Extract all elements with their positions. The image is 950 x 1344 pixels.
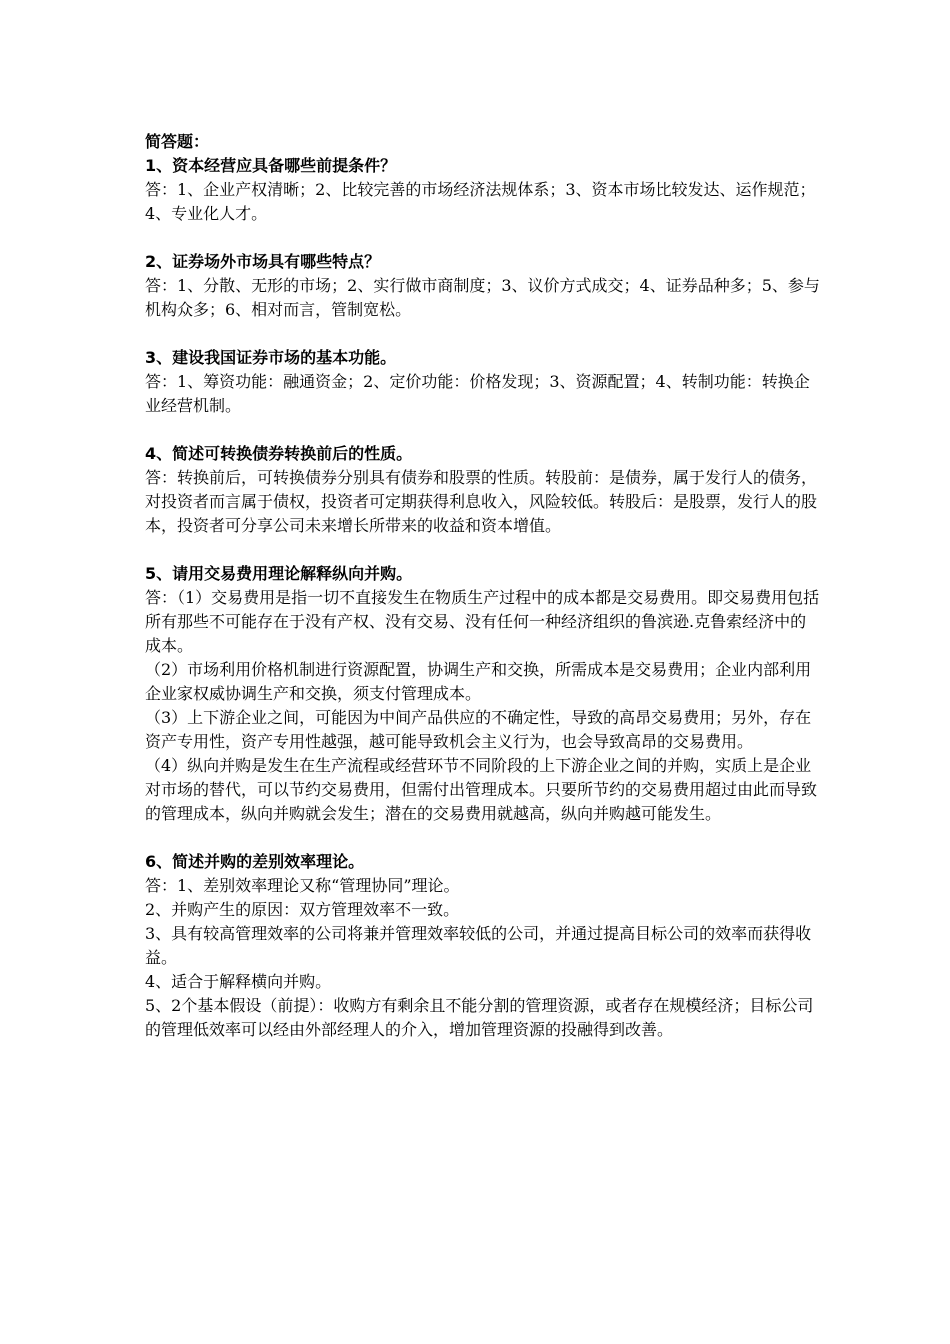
answer-5-para-3: （3）上下游企业之间，可能因为中间产品供应的不确定性，导致的高昂交易费用；另外，存在资产专用性，资产专用性越强，越可能导致机会主义行为，也会导致高昂的交易费用。 bbox=[145, 708, 812, 751]
answer-6-para-2: 2、并购产生的原因：双方管理效率不一致。 bbox=[145, 900, 460, 919]
answer-2-para-1: 答：1、分散、无形的市场；2、实行做市商制度；3、议价方式成交；4、证券品种多；5、参与机构众多；6、相对而言，管制宽松。 bbox=[145, 276, 820, 319]
qa-block-4 bbox=[145, 442, 820, 538]
qa-block-1 bbox=[145, 154, 820, 226]
answer-1-para-1: 答：1、企业产权清晰；2、比较完善的市场经济法规体系；3、资本市场比较发达、运作规范；4、专业化人才。 bbox=[145, 180, 816, 223]
answer-5-para-4: （4）纵向并购是发生在生产流程或经营环节不同阶段的上下游企业之间的并购，实质上是企业对市场的替代，可以节约交易费用，但需付出管理成本。只要所节约的交易费用超过由此而导致的管理成本，纵向并购就会发生；潜在的交易费用就越高，纵向并购越可能发生。 bbox=[145, 756, 818, 823]
answer-6-para-1: 答：1、差别效率理论又称“管理协同”理论。 bbox=[145, 876, 460, 895]
question-6: 6、简述并购的差别效率理论。 bbox=[145, 852, 365, 871]
qa-block-2 bbox=[145, 250, 820, 322]
answer-3-para-1: 答：1、筹资功能：融通资金；2、定价功能：价格发现；3、资源配置；4、转制功能：转换企业经营机制。 bbox=[145, 372, 810, 415]
qa-block-3 bbox=[145, 346, 820, 418]
answer-5-para-2: （2）市场利用价格机制进行资源配置，协调生产和交换，所需成本是交易费用；企业内部利用企业家权威协调生产和交换，须支付管理成本。 bbox=[145, 660, 812, 703]
answer-5-para-1: 答：（1）交易费用是指一切不直接发生在物质生产过程中的成本都是交易费用。即交易费用包括所有那些不可能存在于没有产权、没有交易、没有任何一种经济组织的鲁滨逊.克鲁索经济中的成本。 bbox=[145, 588, 820, 655]
qa-block-5 bbox=[145, 562, 820, 826]
answer-6-para-3: 3、具有较高管理效率的公司将兼并管理效率较低的公司，并通过提高目标公司的效率而获得收益。 bbox=[145, 924, 812, 967]
document-body bbox=[145, 130, 820, 1066]
qa-block-6 bbox=[145, 850, 820, 1042]
section-title: 简答题： bbox=[145, 132, 210, 151]
answer-4-para-1: 答：转换前后，可转换债券分别具有债券和股票的性质。转股前：是债券，属于发行人的债务，对投资者而言属于债权，投资者可定期获得利息收入，风险较低。转股后：是股票，发行人的股本，投资者可分享公司未来增长所带来的收益和资本增值。 bbox=[145, 468, 818, 535]
question-3: 3、建设我国证券市场的基本功能。 bbox=[145, 348, 397, 367]
question-1: 1、资本经营应具备哪些前提条件？ bbox=[145, 156, 397, 175]
question-5: 5、请用交易费用理论解释纵向并购。 bbox=[145, 564, 413, 583]
answer-6-para-5: 5、2个基本假设（前提）：收购方有剩余且不能分割的管理资源，或者存在规模经济；目标公司的管理低效率可以经由外部经理人的介入，增加管理资源的投融得到改善。 bbox=[145, 996, 814, 1039]
answer-6-para-4: 4、适合于解释横向并购。 bbox=[145, 972, 332, 991]
question-4: 4、简述可转换债券转换前后的性质。 bbox=[145, 444, 413, 463]
question-2: 2、证券场外市场具有哪些特点？ bbox=[145, 252, 381, 271]
